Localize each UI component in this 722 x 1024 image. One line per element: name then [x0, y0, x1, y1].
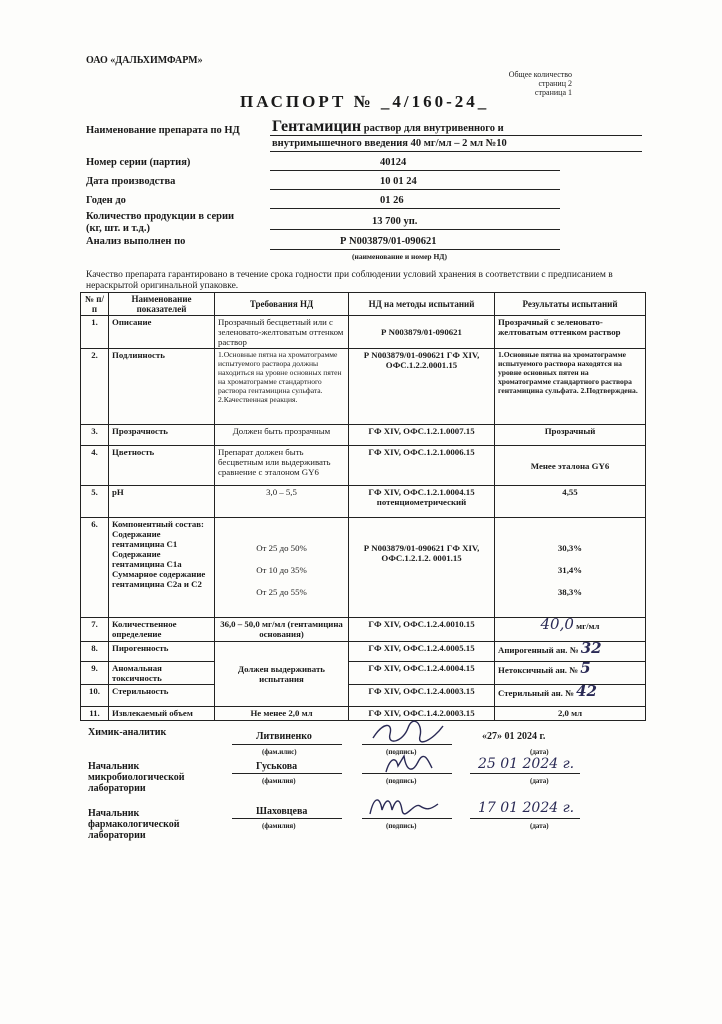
- composition-c2-req: От 25 до 55%: [256, 587, 307, 597]
- row-result: [495, 659, 646, 685]
- row-result: [495, 682, 646, 707]
- toxicity-number-hand: 5: [580, 659, 591, 677]
- row-number: 6.: [81, 518, 109, 618]
- table-row: [81, 316, 646, 349]
- table-row: [81, 685, 646, 707]
- sig-caption-chemist: (подпись): [386, 748, 417, 756]
- row-result: Прозрачный: [495, 425, 646, 446]
- sig-name-chemist: Литвиненко: [256, 731, 312, 742]
- composition-c1: Содержание гентамицина C1: [112, 529, 178, 549]
- row-number: 9.: [81, 662, 109, 685]
- row-name: Стерильность: [109, 685, 215, 707]
- header-results: Результаты испытаний: [495, 293, 646, 316]
- document-title: ПАСПОРТ № _4/160-24_: [240, 92, 490, 111]
- row-requirement: Должен выдерживать испытания: [215, 642, 349, 707]
- composition-title: Компонентный состав:: [112, 519, 204, 529]
- table-row: [81, 642, 646, 662]
- row-method: ГФ XIV, ОФС.1.4.2.0003.15: [349, 707, 495, 721]
- pyrogen-result: Апирогенный ан. №: [498, 645, 579, 655]
- field-label-series: Номер серии (партия): [86, 157, 191, 168]
- row-result: Прозрачный с зеленовато-желтоватым оттенком раствор: [495, 316, 646, 349]
- page-count: [482, 70, 572, 97]
- sig-name-microbio: Гуськова: [256, 761, 298, 772]
- row-requirement: 3,0 – 5,5: [215, 486, 349, 518]
- header-number: № п/п: [81, 293, 109, 316]
- quality-note: Качество препарата гарантировано в течение срока годности при соблюдении условий хранения в соответствии с предписанием в нераскрытой оригинальной упаковке.: [86, 270, 613, 291]
- sig-date-microbio: 25 01 2024 г.: [478, 756, 575, 772]
- header-indicator: Наименование показателей: [109, 293, 215, 316]
- row-method: [349, 518, 495, 618]
- row-method: ГФ XIV, ОФС.1.2.4.0004.15: [349, 662, 495, 685]
- row-name: [109, 518, 215, 618]
- page-total: Общее количество страниц 2: [508, 70, 572, 88]
- row-name: Прозрачность: [109, 425, 215, 446]
- table-row: [81, 425, 646, 446]
- composition-method: Р N003879/01-090621 ГФ XIV, ОФС.1.2.1.2. 0001.15: [363, 543, 480, 563]
- drug-name: Гентамицин: [272, 118, 362, 135]
- table-row: [81, 707, 646, 721]
- field-value-series: 40124: [380, 157, 407, 168]
- page-current: страница 1: [534, 88, 572, 97]
- field-value-analysis: Р N003879/01-090621: [340, 236, 437, 247]
- row-number: 2.: [81, 349, 109, 425]
- row-number: 3.: [81, 425, 109, 446]
- field-label-quantity-units: (кг, шт. и т.д.): [86, 223, 150, 234]
- row-requirement: Не менее 2,0 мл: [215, 707, 349, 721]
- row-number: 7.: [81, 618, 109, 642]
- row-number: 10.: [81, 685, 109, 707]
- composition-c1a: Содержание гентамицина C1a: [112, 549, 182, 569]
- sig-role-pharmacol: Начальник фармакологической лаборатории: [88, 808, 180, 841]
- row-name: Количественное определение: [109, 618, 215, 642]
- table-row: [81, 618, 646, 642]
- field-label-expiry: Годен до: [86, 195, 126, 206]
- company-name: ОАО «ДАЛЬХИМФАРМ»: [86, 55, 203, 66]
- composition-c1-res: 30,3%: [557, 543, 583, 553]
- row-method: ГФ XIV, ОФС.1.2.1.0007.15: [349, 425, 495, 446]
- row-number: 1.: [81, 316, 109, 349]
- sig-name-pharmacol: Шаховцева: [256, 806, 308, 817]
- row-requirement: 1.Основные пятна на хроматограмме испытуемого раствора должны находиться на уровне основных пятен на хроматограмме стандартного раствора гентамицина сульфата. 2.Качественная реакция.: [215, 349, 349, 425]
- row-result: [495, 615, 646, 642]
- row-number: 11.: [81, 707, 109, 721]
- row-result: [495, 639, 646, 662]
- row-method: ГФ XIV, ОФС.1.2.4.0005.15: [349, 642, 495, 662]
- table-header-row: [81, 293, 646, 316]
- row-name: Описание: [109, 316, 215, 349]
- row-name: Подлинность: [109, 349, 215, 425]
- sig-name-caption-chemist: (фам.илис): [262, 748, 297, 756]
- table-row: [81, 446, 646, 486]
- composition-c1-req: От 25 до 50%: [256, 543, 307, 553]
- table-row: [81, 518, 646, 618]
- row-method: Р N003879/01-090621: [349, 316, 495, 349]
- field-value-production-date: 10 01 24: [380, 176, 417, 187]
- row-name: Аномальная токсичность: [109, 662, 215, 685]
- row-method: ГФ XIV, ОФС.1.2.4.0003.15: [349, 685, 495, 707]
- header-methods: НД на методы испытаний: [349, 293, 495, 316]
- table-row: [81, 486, 646, 518]
- composition-c1a-res: 31,4%: [557, 565, 583, 575]
- sig-date-pharmacol: 17 01 2024 г.: [478, 800, 575, 816]
- composition-c2-res: 38,3%: [557, 587, 583, 597]
- table-row: [81, 662, 646, 685]
- row-requirement: Должен быть прозрачным: [215, 425, 349, 446]
- field-value-drug: [272, 118, 642, 136]
- field-label-analysis: Анализ выполнен по: [86, 236, 186, 247]
- quantity-result-unit: мг/мл: [576, 621, 600, 631]
- header-requirements: Требования НД: [215, 293, 349, 316]
- drug-desc-2: внутримышечного введения 40 мг/мл – 2 мл №10: [272, 138, 507, 149]
- row-requirement: 36,0 – 50,0 мг/мл (гентамицина основания): [215, 618, 349, 642]
- sig-date-chemist: «27» 01 2024 г.: [482, 731, 546, 742]
- row-name: pH: [109, 486, 215, 518]
- row-name: Извлекаемый объем: [109, 707, 215, 721]
- field-caption-analysis: (наименование и номер НД): [352, 252, 447, 261]
- test-results-table: [80, 292, 646, 721]
- field-value-expiry: 01 26: [380, 195, 404, 206]
- row-requirement: Прозрачный бесцветный или с зеленовато-желтоватым оттенком раствор: [215, 316, 349, 349]
- signature-chemist: [368, 720, 448, 746]
- row-method: Р N003879/01-090621 ГФ XIV, ОФС.1.2.2.0001.15: [349, 349, 495, 425]
- row-method: ГФ XIV, ОФС.1.2.1.0006.15: [349, 446, 495, 486]
- sig-name-caption-pharmacol: (фамилия): [262, 822, 296, 830]
- sterility-result: Стерильный ан. №: [498, 688, 574, 698]
- sig-name-caption-microbio: (фамилия): [262, 777, 296, 785]
- sig-date-caption-chemist: (дата): [530, 748, 549, 756]
- sig-caption-microbio: (подпись): [386, 777, 417, 785]
- row-number: 8.: [81, 642, 109, 662]
- row-result: 4,55: [495, 486, 646, 518]
- field-label-production-date: Дата производства: [86, 176, 176, 187]
- sig-date-caption-microbio: (дата): [530, 777, 549, 785]
- field-label-drug: Наименование препарата по НД: [86, 125, 240, 136]
- sterility-number-hand: 42: [576, 682, 597, 700]
- row-method: ГФ XIV, ОФС.1.2.4.0010.15: [349, 618, 495, 642]
- field-label-quantity: Количество продукции в серии: [86, 211, 235, 222]
- row-name: Пирогенность: [109, 642, 215, 662]
- row-result: Менее эталона GY6: [495, 446, 646, 486]
- composition-c1a-req: От 10 до 35%: [256, 565, 307, 575]
- sig-role-chemist: Химик-аналитик: [88, 727, 167, 738]
- row-number: 4.: [81, 446, 109, 486]
- sig-role-microbio: Начальник микробиологической лаборатории: [88, 761, 185, 794]
- quantity-result-hand: 40,0: [540, 615, 574, 633]
- composition-c2: Суммарное содержание гентамицина C2a и C2: [112, 569, 206, 589]
- row-result: 1.Основные пятна на хроматограмме испытуемого раствора находятся на уровне основных пятен на хроматограмме стандартного раствора гентамицина сульфата. 2.Подтверждена.: [495, 349, 646, 425]
- row-result: 2,0 мл: [495, 707, 646, 721]
- sig-date-caption-pharmacol: (дата): [530, 822, 549, 830]
- row-method: ГФ XIV, ОФС.1.2.1.0004.15 потенциометрический: [349, 486, 495, 518]
- row-result: [495, 518, 646, 618]
- toxicity-result: Нетоксичный ан. №: [498, 665, 579, 675]
- pyrogen-number-hand: 32: [580, 639, 602, 657]
- row-requirement: [215, 518, 349, 618]
- row-number: 5.: [81, 486, 109, 518]
- table-row: [81, 349, 646, 425]
- row-requirement: Препарат должен быть бесцветным или выдерживать сравнение с эталоном GY6: [215, 446, 349, 486]
- signature-microbio: [378, 752, 438, 778]
- field-value-quantity: 13 700 уп.: [372, 216, 418, 227]
- row-name: Цветность: [109, 446, 215, 486]
- drug-desc-1: раствор для внутривенного и: [361, 123, 504, 134]
- sig-caption-pharmacol: (подпись): [386, 822, 417, 830]
